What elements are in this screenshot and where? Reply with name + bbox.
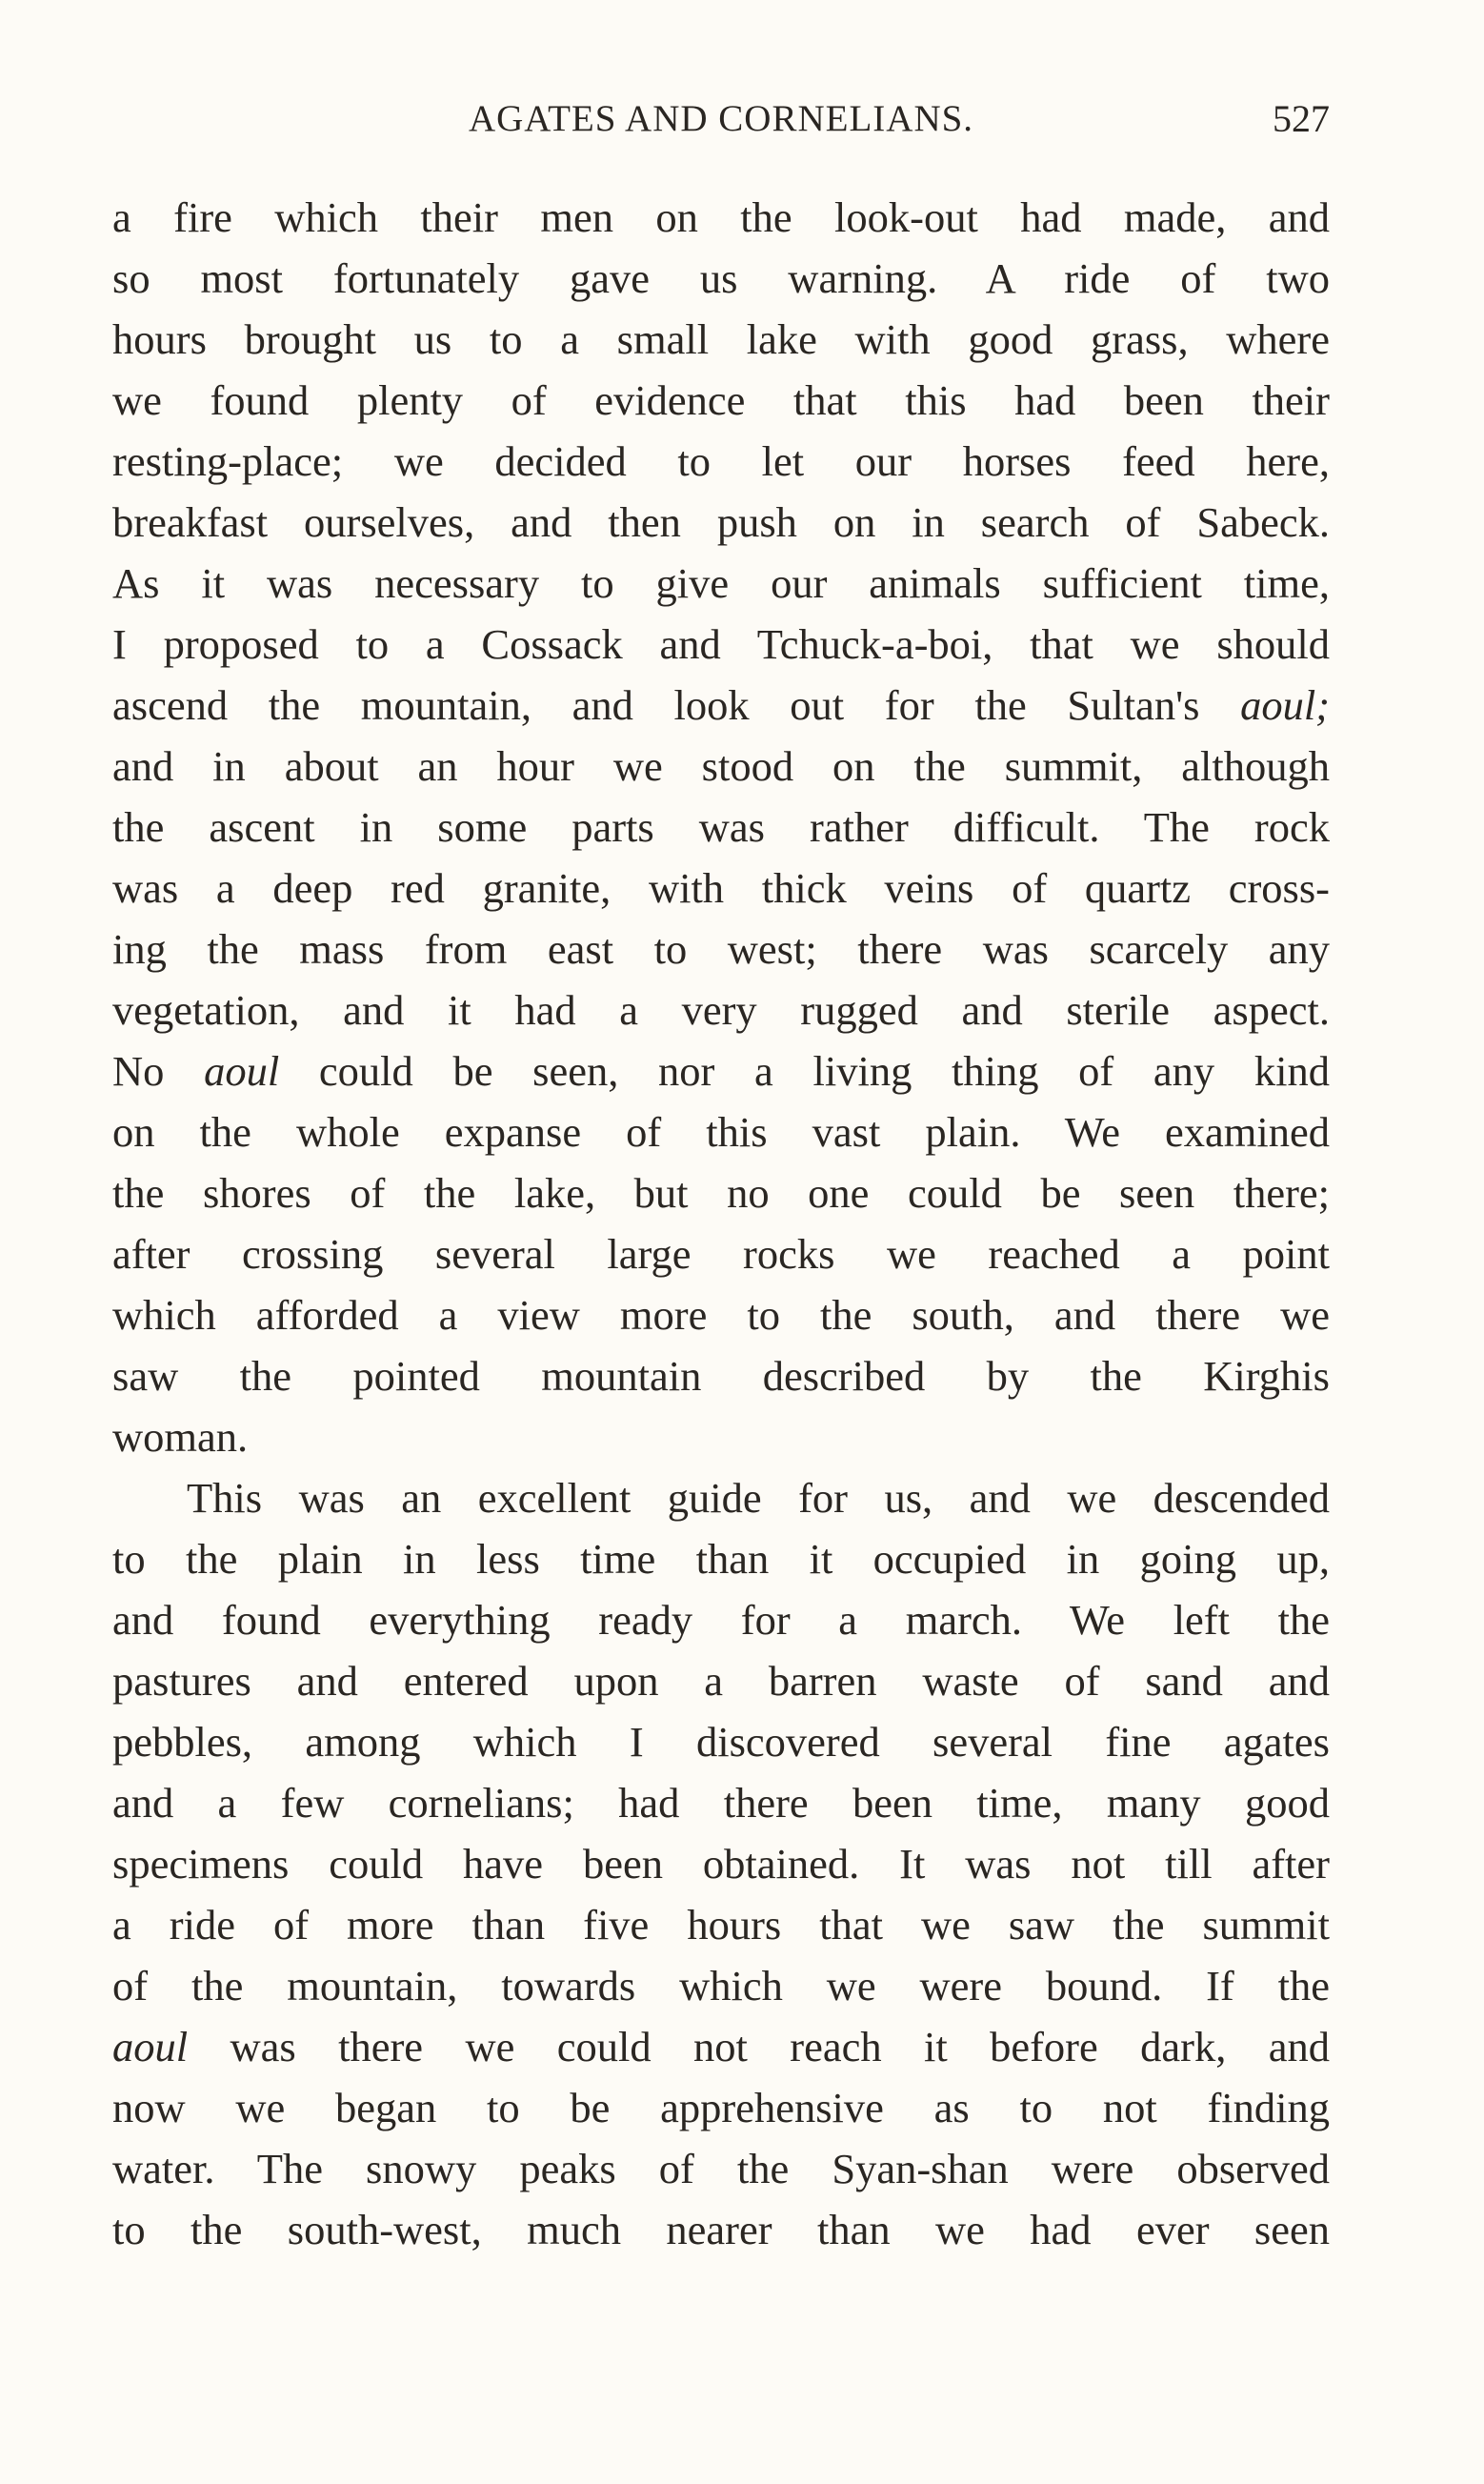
text-line: and found everything ready for a march. We left the [112,1596,1330,1644]
page-number: 527 [1273,97,1330,140]
text-line: This was an excellent guide for us, and we descended [187,1474,1330,1522]
text-line: and in about an hour we stood on the summit, although [112,742,1330,790]
text-line: woman. [112,1413,249,1461]
text-line: saw the pointed mountain described by the Kirghis [112,1352,1330,1400]
body-text [112,187,1330,2260]
text-line: As it was necessary to give our animals sufficient time, [112,559,1330,607]
line-segment: ascend the mountain, and look out for the Sultan's [112,681,1241,729]
text-line: vegetation, and it had a very rugged and sterile aspect. [112,986,1330,1034]
line-segment: No [112,1047,205,1095]
line-segment: could be seen, nor a living thing of any kind [279,1047,1330,1095]
text-line: the ascent in some parts was rather difficult. The rock [112,803,1330,851]
text-line: a fire which their men on the look-out had made, and [112,193,1330,241]
text-line [112,1040,1330,1101]
text-line: pebbles, among which I discovered several fine agates [112,1718,1330,1766]
running-title: AGATES AND CORNELIANS. [468,98,974,139]
text-line: to the plain in less time than it occupied in going up, [112,1535,1330,1583]
text-line: we found plenty of evidence that this had been their [112,376,1330,424]
text-line [112,2016,1330,2077]
paragraph [112,187,1330,1467]
text-line: I proposed to a Cossack and Tchuck-a-boi, that we should [112,620,1330,668]
text-line: was a deep red granite, with thick veins of quartz cross- [112,864,1330,912]
text-line: now we began to be apprehensive as to not finding [112,2084,1330,2131]
text-line: on the whole expanse of this vast plain. We examined [112,1108,1330,1156]
text-line: of the mountain, towards which we were bound. If the [112,1962,1330,2009]
text-line: the shores of the lake, but no one could be seen there; [112,1169,1330,1217]
text-line: water. The snowy peaks of the Syan-shan were observed [112,2145,1330,2192]
text-line: breakfast ourselves, and then push on in search of Sabeck. [112,498,1330,546]
text-line: after crossing several large rocks we reached a point [112,1230,1330,1278]
text-line: pastures and entered upon a barren waste of sand and [112,1657,1330,1705]
text-line: hours brought us to a small lake with good grass, where [112,315,1330,363]
italic-word: aoul [204,1047,280,1095]
text-line: a ride of more than five hours that we saw the summit [112,1901,1330,1949]
line-segment: was there we could not reach it before dark, and [188,2023,1330,2070]
text-line: to the south-west, much nearer than we had ever seen [112,2206,1330,2253]
text-line: resting-place; we decided to let our horses feed here, [112,437,1330,485]
text-line: and a few cornelians; had there been time, many good [112,1779,1330,1827]
text-line [112,675,1330,736]
text-line: ing the mass from east to west; there was scarcely any [112,925,1330,973]
italic-word: aoul; [1240,681,1330,729]
text-line: which afforded a view more to the south, and there we [112,1291,1330,1339]
italic-word: aoul [112,2023,189,2070]
text-line: specimens could have been obtained. It was not till after [112,1840,1330,1888]
running-head [112,95,1330,143]
text-line: so most fortunately gave us warning. A ride of two [112,254,1330,302]
paragraph [112,1467,1330,2260]
